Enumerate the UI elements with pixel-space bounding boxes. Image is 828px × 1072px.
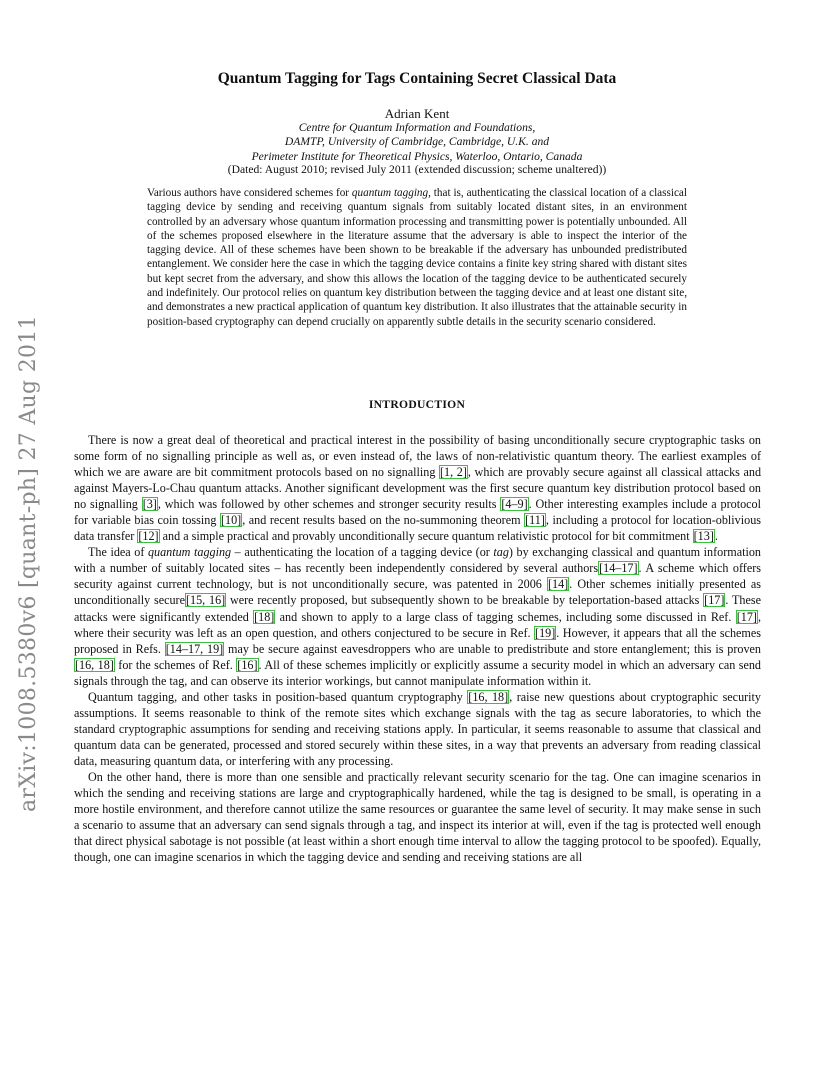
citation-link[interactable]: [11] [525,513,545,528]
citation-link[interactable]: [1, 2] [440,465,467,480]
citation-link[interactable]: [14–17, 19] [165,641,224,656]
arxiv-identifier: arXiv:1008.5380v6 [quant-ph] 27 Aug 2011 [16,315,41,812]
author-name: Adrian Kent [384,106,450,121]
citation-link[interactable]: [17] [736,609,757,624]
affiliation-line: Centre for Quantum Information and Foundations, [298,121,536,134]
citation-link[interactable]: [17] [704,593,725,608]
citation-link[interactable]: [4–9] [501,497,528,512]
paper-title: Quantum Tagging for Tags Containing Secret Classical Data [217,70,617,87]
citation-link[interactable]: [19] [535,625,556,640]
paragraph: On the other hand, there is more than one sensible and practically relevant security scenario for the tag. One can imagine scenarios in which the sending and receiving stations are large and cryptographically hardened, while the tag is designed to be small, is operating in a more hostile environment, and therefore cannot utilize the same resources or guarantee the same level of security. It may make sense in such a scenario to assume that an adversary can send signals through a tag, and inspect its interior at will, even if the tag is protected well enough that direct physical sabotage is not possible (at least within a short enough time interval to allow the tagging protocol to be spoofed). Equally, though, one can imagine scenarios in which the tagging device and sending and receiving stations are all [74,769,761,865]
affiliation [74,121,760,164]
citation-link[interactable]: [3] [142,497,157,512]
citation-link[interactable]: [12] [138,529,159,544]
affiliation-line: Perimeter Institute for Theoretical Physics, Waterloo, Ontario, Canada [251,149,583,163]
abstract: Various authors have considered schemes for quantum tagging, that is, authenticating the classical location of a classical tagging device by sending and receiving quantum signals from suitably located distant sites, in an environment controlled by an adversary whose quantum information processing and transmitting power is potentially unbounded. All of the schemes proposed elsewhere in the literature assume that the adversary is able to inspect the interior of the tagging device. All of these schemes have been shown to be breakable if the adversary has unbounded predistributed entanglement. We consider here the case in which the tagging device contains a finite key string shared with distant sites but kept secret from the adversary, and show this allows the location of the tagging device to be authenticated securely and indefinitely. Our protocol relies on quantum key distribution between the tagging device and at least one distant site, and demonstrates a new practical application of quantum key distribution. It also illustrates that the attainable security in position-based cryptography can depend crucially on apparently subtle details in the security scenario considered. [147,187,687,328]
affiliation-line: DAMTP, University of Cambridge, Cambridge, U.K. and [284,135,550,149]
paragraph: There is now a great deal of theoretical and practical interest in the possibility of basing unconditionally secure cryptographic tasks on some form of no signalling principle as well as, or even instead of, the laws of non-relativistic quantum theory. The earliest examples of which we are aware are bit commitment protocols based on no signalling [1, 2], which are provably secure against all classical attacks and against Mayers-Lo-Chau quantum attacks. Another significant development was the first secure quantum key distribution protocol based on no signalling [3], which was followed by other schemes and stronger security results [4–9]. Other interesting examples include a protocol for variable bias coin tossing [10], and recent results based on the no-summoning theorem [11], including a protocol for location-oblivious data transfer [12] and a simple practical and provably unconditionally secure quantum relativistic protocol for bit commitment [13]. [74,433,762,544]
citation-link[interactable]: [16, 18] [75,657,114,672]
paragraph: Quantum tagging, and other tasks in position-based quantum cryptography [16, 18], raise new questions about cryptographic security assumptions. It seems reasonable to think of the remote sites which exchange signals with the tag as secure laboratories, to which the standard cryptographic assumptions for sending and receiving stations apply. In particular, it seems reasonable to assume that classical and quantum data can be generated, processed and stored securely within these sites, in a way that prevents an adversary from reading classical data, measuring quantum data, or interfering with any processing. [74,689,761,768]
citation-link[interactable]: [10] [220,513,242,528]
dated-line: (Dated: August 2010; revised July 2011 (extended discussion; scheme unaltered)) [227,163,607,176]
section-heading: INTRODUCTION [368,398,466,411]
paragraph: The idea of quantum tagging – authenticating the location of a tagging device (or tag) by exchanging classical and quantum information with a number of suitably located sites – has recently been independently considered by several authors[14–17]. A scheme which offers security against current technology, but is not unconditionally secure, was patented in 2006 [14]. Other schemes initially presented as unconditionally secure[15, 16] were recently proposed, but subsequently shown to be breakable by teleportation-based attacks [17]. These attacks were significantly extended [18] and shown to apply to a large class of tagging schemes, including some discussed in Ref. [17], where their security was left as an open question, and others conjectured to be secure in Ref. [19]. However, it appears that all the schemes proposed in Refs. [14–17, 19] may be secure against eavesdroppers who are unable to predistribute and store entanglement; this is proven [16, 18] for the schemes of Ref. [16]. All of these schemes implicitly or explicitly assume a security model in which an adversary can send signals through the tag, and can observe its interior workings, but cannot manipulate information within it. [74,545,761,688]
citation-link[interactable]: [18] [254,609,275,624]
citation-link[interactable]: [15, 16] [186,593,226,608]
citation-link[interactable]: [14–17] [599,561,638,576]
body-text [74,432,761,865]
citation-link[interactable]: [16] [237,657,258,672]
citation-link[interactable]: [16, 18] [468,689,509,704]
citation-link[interactable]: [13] [693,529,714,544]
citation-link[interactable]: [14] [547,577,569,592]
